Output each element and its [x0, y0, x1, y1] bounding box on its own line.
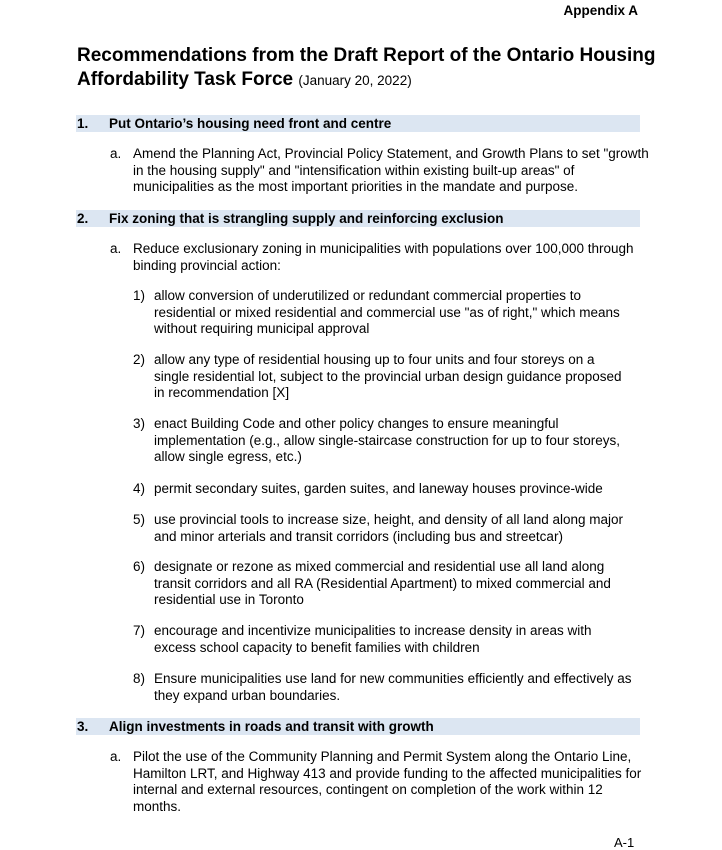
sub-item-marker: 7) — [133, 623, 146, 638]
section-title: Put Ontario’s housing need front and centre — [109, 116, 392, 131]
sub-item-text: enact Building Code and other policy changes to ensure meaningful implementation (e.g., allow single-staircase construction for up to four storeys, allow single egress, etc.) — [154, 416, 620, 464]
page-number: A-1 — [614, 835, 635, 850]
section-number: 1. — [77, 116, 89, 131]
sub-item-marker: 6) — [133, 559, 146, 574]
sub-list-item — [133, 559, 633, 609]
list-item — [110, 146, 650, 196]
sub-list-item — [133, 481, 633, 498]
item-marker: a. — [110, 146, 122, 161]
sub-item-marker: 2) — [133, 352, 146, 367]
sub-list-item — [133, 623, 633, 656]
sub-item-text: Ensure municipalities use land for new communities efficiently and effectively as they expand urban boundaries. — [154, 671, 632, 703]
sub-item-marker: 5) — [133, 512, 146, 527]
sub-item-marker: 8) — [133, 671, 146, 686]
sub-item-text: allow any type of residential housing up to four units and four storeys on a single residential lot, subject to the provincial urban design guidance proposed in recommendation [X] — [154, 352, 622, 400]
section-number: 2. — [77, 211, 89, 226]
item-text: Pilot the use of the Community Planning and Permit System along the Ontario Line, Hamilton LRT, and Highway 413 and provide funding to the affected municipalities for internal and external resources, contingent on completion of the work within 12 months. — [133, 749, 642, 814]
sub-list-item — [133, 512, 633, 545]
sub-item-text: encourage and incentivize municipalities to increase density in areas with excess school capacity to benefit families with children — [154, 623, 592, 655]
list-item — [110, 241, 650, 274]
sub-item-text: allow conversion of underutilized or redundant commercial properties to residential or mixed residential and commercial use "as of right," which means without requiring municipal approval — [154, 288, 620, 336]
section-title: Align investments in roads and transit with growth — [109, 719, 434, 734]
list-item — [110, 749, 650, 815]
title-date: (January 20, 2022) — [298, 73, 412, 88]
sub-item-text: use provincial tools to increase size, height, and density of all land along major and minor arterials and transit corridors (including bus and streetcar) — [154, 512, 624, 544]
sub-list-item — [133, 288, 633, 338]
sub-item-marker: 4) — [133, 481, 146, 496]
sub-list-item — [133, 416, 633, 466]
sub-item-marker: 3) — [133, 416, 146, 431]
sub-item-text: permit secondary suites, garden suites, and laneway houses province-wide — [154, 481, 603, 496]
item-text: Amend the Planning Act, Provincial Policy Statement, and Growth Plans to set "growth in the housing supply" and "intensification within existing built-up areas" of municipalities as the most important priorities in the mandate and purpose. — [133, 146, 649, 194]
sub-list-item — [133, 352, 633, 402]
section-1-heading — [76, 115, 640, 132]
section-title: Fix zoning that is strangling supply and reinforcing exclusion — [109, 211, 504, 226]
item-marker: a. — [110, 241, 122, 256]
section-number: 3. — [77, 719, 89, 734]
sub-item-text: designate or rezone as mixed commercial and residential use all land along transit corridors and all RA (Residential Apartment) to mixed commercial and residential use in Toronto — [154, 559, 611, 607]
section-2-heading — [76, 210, 640, 227]
appendix-label: Appendix A — [563, 3, 638, 18]
title-main: Recommendations from the Draft Report of the Ontario Housing Affordability Task Force — [77, 45, 656, 90]
sub-list-item — [133, 671, 633, 704]
document-title — [77, 44, 657, 93]
section-3-heading — [76, 718, 640, 735]
sub-item-marker: 1) — [133, 288, 146, 303]
item-text: Reduce exclusionary zoning in municipalities with populations over 100,000 through binding provincial action: — [133, 241, 634, 273]
item-marker: a. — [110, 749, 122, 764]
